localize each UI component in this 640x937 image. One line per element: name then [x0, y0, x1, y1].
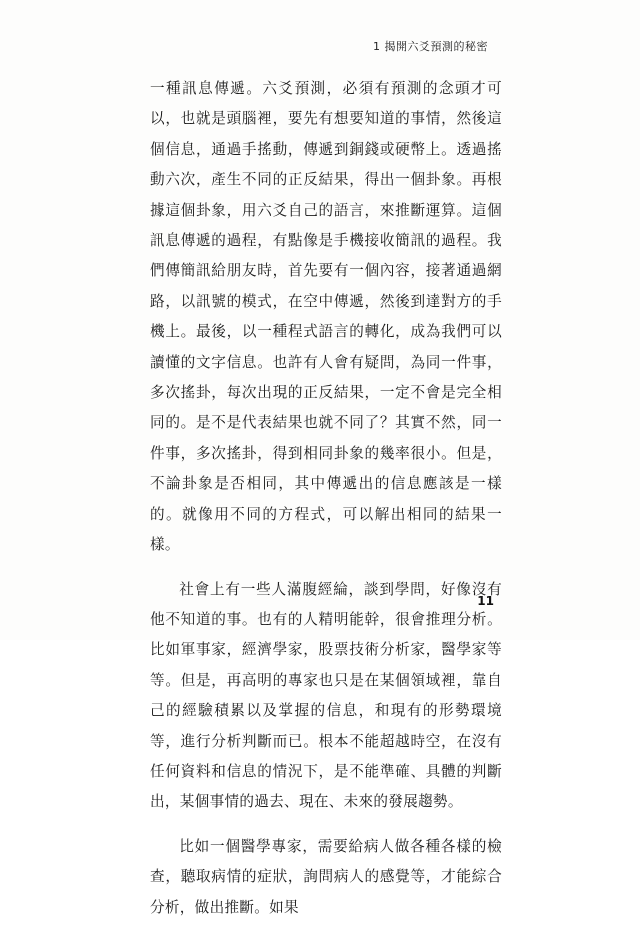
- paragraph: 社會上有一些人滿腹經綸，談到學問，好像沒有他不知道的事。也有的人精明能幹，很會推理分析。比如軍事家，經濟學家，股票技術分析家，醫學家等等。但是，再高明的專家也只是在某個領域裡，靠自己的經驗積累以及掌握的信息，和現有的形勢環境等，進行分析判斷而已。根本不能超越時空，在沒有任何資料和信息的情況下，是不能準確、具體的判斷出，某個事情的過去、現在、未來的發展趨勢。: [150, 580, 502, 811]
- paragraph: 一種訊息傳遞。六爻預測，必須有預測的念頭才可以，也就是頭腦裡，要先有想要知道的事情，然後這個信息，通過手搖動，傳遞到銅錢或硬幣上。透過搖動六次，產生不同的正反結果，得出一個卦象。再根據這個卦象，用六爻自己的語言，來推斷運算。這個訊息傳遞的過程，有點像是手機接收簡訊的過程。我們傳簡訊給朋友時，首先要有一個內容，接著通過網路，以訊號的模式，在空中傳遞，然後到達對方的手機上。最後，以一種程式語言的轉化，成為我們可以讀懂的文字信息。也許有人會有疑問，為同一件事，多次搖卦，每次出現的正反結果，一定不會是完全相同的。是不是代表結果也就不同了？其實不然，同一件事，多次搖卦，得到相同卦象的幾率很小。但是，不論卦象是否相同，其中傳遞出的信息應該是一樣的。就像用不同的方程式，可以解出相同的結果一樣。: [150, 80, 502, 554]
- running-header: 1 揭開六爻預測的秘密: [373, 40, 488, 53]
- body-text: [150, 74, 502, 937]
- paragraph: 比如一個醫學專家，需要給病人做各種各樣的檢查，聽取病情的症狀，詢問病人的感覺等，才能綜合分析，做出推斷。如果: [150, 837, 502, 916]
- page-number: 11: [477, 594, 494, 608]
